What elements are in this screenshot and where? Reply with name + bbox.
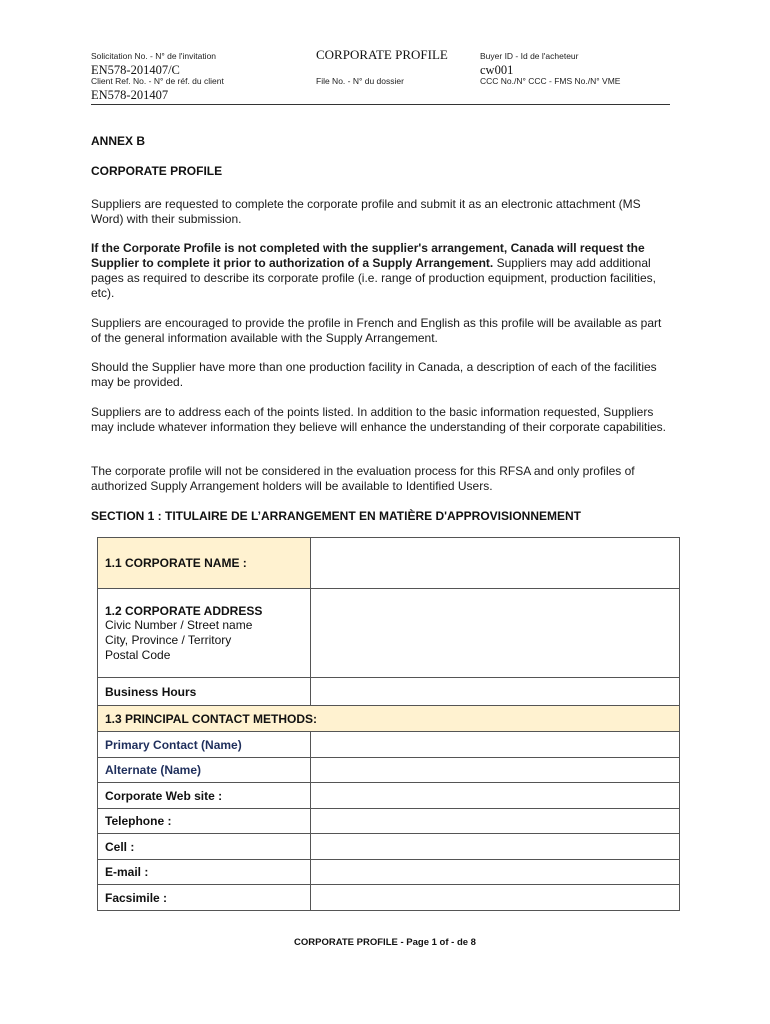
file-number-label: File No. - N° du dossier xyxy=(316,76,404,86)
website-label: Corporate Web site : xyxy=(98,783,311,809)
table-row xyxy=(98,706,680,732)
corporate-address-label: 1.2 CORPORATE ADDRESS xyxy=(105,603,263,618)
client-ref-label: Client Ref. No. - N° de réf. du client xyxy=(91,76,224,86)
cell-field[interactable] xyxy=(311,834,680,860)
table-row xyxy=(98,589,680,678)
corporate-profile-table xyxy=(97,537,680,911)
facsimile-label: Facsimile : xyxy=(98,885,311,911)
solicitation-label: Solicitation No. - N° de l'invitation xyxy=(91,51,217,61)
table-row xyxy=(98,783,680,809)
corporate-name-field[interactable] xyxy=(311,538,680,589)
buyer-id-value: cw001 xyxy=(480,63,514,77)
paragraph-completion-rest: Suppliers may add additional pages as required to describe its corporate profile (i.e. range of production equipment, production facilities, etc). xyxy=(91,256,656,300)
paragraph-evaluation: The corporate profile will not be considered in the evaluation process for this RFSA and only profiles of authorized Supply Arrangement holders will be available to Identified Users. xyxy=(91,464,635,493)
solicitation-number: EN578-201407/C xyxy=(91,63,180,77)
business-hours-field[interactable] xyxy=(311,678,680,706)
annex-label: ANNEX B xyxy=(91,134,146,148)
corporate-address-field[interactable] xyxy=(311,589,680,678)
page-title: CORPORATE PROFILE xyxy=(91,164,223,178)
corporate-name-label: 1.1 CORPORATE NAME : xyxy=(98,538,311,589)
paragraph-facilities: Should the Supplier have more than one production facility in Canada, a description of each of the facilities may be provided. xyxy=(91,360,657,389)
table-row xyxy=(98,758,680,783)
ccc-number-label: CCC No./N° CCC - FMS No./N° VME xyxy=(480,76,621,86)
address-line-postal: Postal Code xyxy=(105,647,171,662)
table-row xyxy=(98,732,680,758)
business-hours-label: Business Hours xyxy=(98,678,311,706)
cell-label: Cell : xyxy=(98,834,311,860)
contact-methods-header: 1.3 PRINCIPAL CONTACT METHODS: xyxy=(98,706,680,732)
facsimile-field[interactable] xyxy=(311,885,680,911)
address-line-city: City, Province / Territory xyxy=(105,632,232,647)
table-row xyxy=(98,538,680,589)
paragraph-languages: Suppliers are encouraged to provide the profile in French and English as this profile will be available as part of the general information available with the Supply Arrangement. xyxy=(91,316,662,345)
section-heading: SECTION 1 : TITULAIRE DE L’ARRANGEMENT EN MATIÈRE D'APPROVISIONNEMENT xyxy=(91,509,581,523)
primary-contact-field[interactable] xyxy=(311,732,680,758)
alternate-contact-field[interactable] xyxy=(311,758,680,783)
telephone-field[interactable] xyxy=(311,809,680,834)
buyer-id-label: Buyer ID - Id de l'acheteur xyxy=(480,51,579,61)
primary-contact-label: Primary Contact (Name) xyxy=(98,732,311,758)
paragraph-completion xyxy=(91,241,673,301)
paragraph-completion-bold: If the Corporate Profile is not completed with the supplier's arrangement, Canada will request the Supplier to complete it prior to authorization of a Supply Arrangement. xyxy=(91,241,645,270)
header-doc-title: CORPORATE PROFILE xyxy=(316,47,448,62)
email-field[interactable] xyxy=(311,860,680,885)
table-row xyxy=(98,809,680,834)
email-label: E-mail : xyxy=(98,860,311,885)
corporate-address-cell xyxy=(98,589,311,678)
paragraph-points: Suppliers are to address each of the points listed. In addition to the basic information requested, Suppliers may include whatever information they believe will enhance the understanding of their corporate capabilities. xyxy=(91,405,666,434)
page-footer: CORPORATE PROFILE - Page 1 of - de 8 xyxy=(294,937,476,948)
table-row xyxy=(98,678,680,706)
alternate-contact-label: Alternate (Name) xyxy=(98,758,311,783)
table-row xyxy=(98,834,680,860)
client-ref-number: EN578-201407 xyxy=(91,88,169,102)
website-field[interactable] xyxy=(311,783,680,809)
paragraph-intro: Suppliers are requested to complete the corporate profile and submit it as an electronic attachment (MS Word) with their submission. xyxy=(91,197,641,226)
telephone-label: Telephone : xyxy=(98,809,311,834)
table-row xyxy=(98,885,680,911)
header-divider xyxy=(91,104,670,105)
address-line-street: Civic Number / Street name xyxy=(105,617,253,632)
table-row xyxy=(98,860,680,885)
